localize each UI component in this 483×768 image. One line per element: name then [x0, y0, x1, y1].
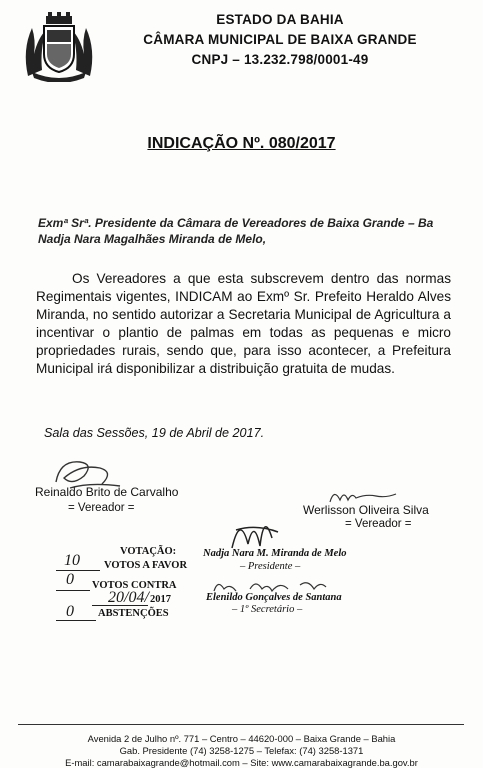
- coat-of-arms-icon: [18, 10, 100, 82]
- addressee-line-2: Nadja Nara Magalhães Miranda de Melo,: [38, 232, 267, 246]
- votes-favor-underline: [56, 570, 100, 571]
- president-role: – Presidente –: [240, 561, 301, 572]
- votes-favor-value: 10: [64, 552, 80, 569]
- header-cnpj: CNPJ – 13.232.798/0001-49: [191, 52, 369, 67]
- votes-contra-value: 0: [66, 571, 74, 588]
- footer-contact: E-mail: camarabaixagrande@hotmail.com – Site: www.camarabaixagrande.ba.gov.br: [65, 757, 418, 768]
- addressee-line-1: Exmª Srª. Presidente da Câmara de Vereadores de Baixa Grande – Ba: [38, 216, 434, 230]
- president-name: Nadja Nara M. Miranda de Melo: [203, 548, 347, 559]
- indication-body: Os Vereadores a que esta subscrevem dentro das normas Regimentais vigentes, INDICAM ao Exmº Sr. Prefeito Heraldo Alves Miranda, no sentido autorizar a Secretaria Municipal de Agricultura a incentivar o plantio de palmas em todas as pequenas e micro propriedades rurais, sendo que, para isso acontecer, a Prefeitura Municipal irá disponibilizar a distribuição gratuita de mudas.: [36, 271, 451, 376]
- votes-contra-label: VOTOS CONTRA: [92, 580, 177, 591]
- vote-date-underline: [92, 605, 148, 606]
- vote-date-year: 2017: [150, 594, 171, 605]
- signer-1-role: = Vereador =: [68, 502, 135, 514]
- abstentions-label: ABSTENÇÕES: [98, 608, 169, 619]
- document-title: INDICAÇÃO Nº. 080/2017: [147, 135, 336, 152]
- signer-1-name: Reinaldo Brito de Carvalho: [35, 485, 179, 499]
- secretary-role: – 1º Secretário –: [232, 604, 303, 615]
- footer-phones: Gab. Presidente (74) 3258-1275 – Telefax: (74) 3258-1371: [119, 745, 364, 756]
- secretary-name: Elenildo Gonçalves de Santana: [206, 592, 342, 603]
- abstentions-underline: [56, 620, 96, 621]
- footer-address: Avenida 2 de Julho nº. 771 – Centro – 44620-000 – Baixa Grande – Bahia: [87, 733, 396, 744]
- abstentions-value: 0: [66, 603, 74, 620]
- footer-divider: [18, 724, 464, 725]
- header-chamber: CÂMARA MUNICIPAL DE BAIXA GRANDE: [143, 32, 417, 47]
- signer-2-role: = Vereador =: [345, 518, 412, 530]
- signer-2-name: Werlisson Oliveira Silva: [303, 503, 429, 517]
- votes-favor-label: VOTOS A FAVOR: [104, 560, 188, 571]
- votes-contra-underline: [56, 590, 90, 591]
- header-state: ESTADO DA BAHIA: [216, 12, 344, 27]
- vote-date-handwritten: 20/04/: [108, 589, 149, 606]
- session-date: Sala das Sessões, 19 de Abril de 2017.: [44, 426, 265, 440]
- voting-heading: VOTAÇÃO:: [120, 546, 177, 557]
